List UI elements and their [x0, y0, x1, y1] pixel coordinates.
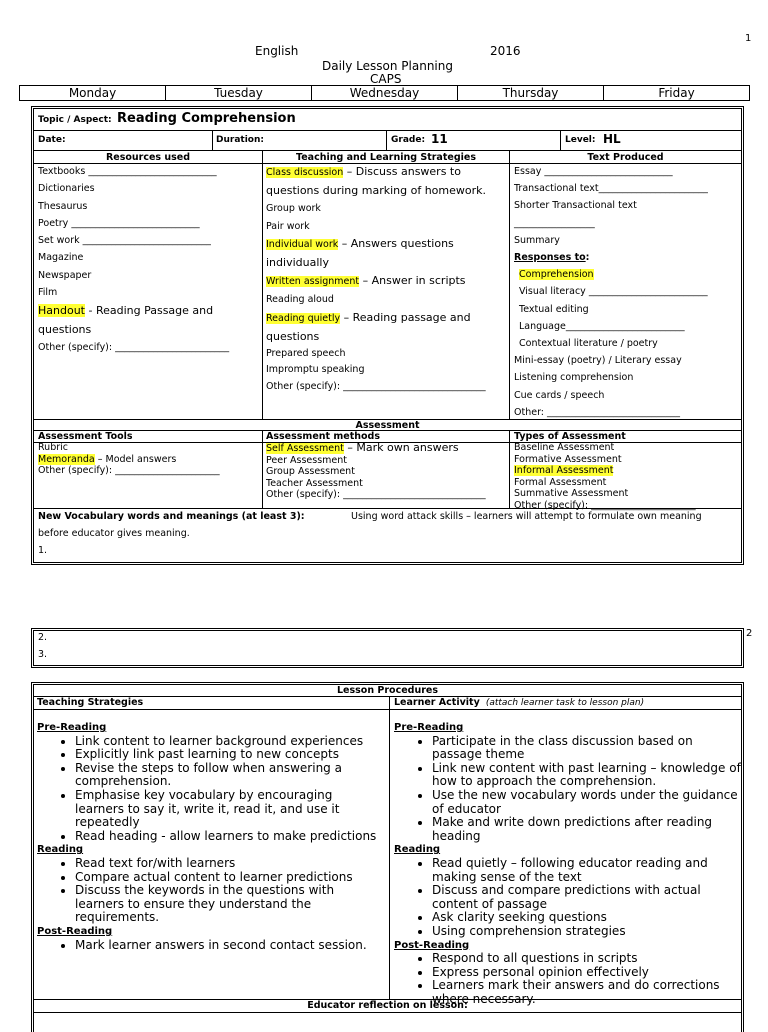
resource-handout: Handout - Reading Passage and [38, 304, 214, 318]
text-textual: Textual editing [519, 303, 589, 315]
teach-item: • Compare actual content to learner predictions [75, 871, 385, 885]
tool-rubric: Rubric [38, 442, 68, 453]
learn-post-reading-heading: Post-Reading [394, 939, 470, 951]
type-formative: Formative Assessment [514, 453, 622, 465]
text-mini-essay: Mini-essay (poetry) / Literary essay [514, 355, 682, 367]
strategy-written-assignment: Written assignment – Answer in scripts [266, 274, 466, 287]
assessment-tools [38, 442, 220, 477]
day-tuesday: Tuesday [166, 86, 312, 100]
year: 2016 [490, 44, 521, 58]
learn-item: • Participate in the class discussion based on passage theme [432, 735, 742, 762]
strategy-reading-aloud: Reading aloud [266, 294, 334, 305]
text-contextual: Contextual literature / poetry [519, 338, 658, 350]
tool-other: Other (specify): ______________________ [38, 465, 220, 476]
strategies-header: Teaching and Learning Strategies [296, 152, 476, 163]
teach-reading-heading: Reading [37, 844, 84, 856]
doc-title: Daily Lesson Planning [322, 59, 453, 73]
text-responses: Responses to: [514, 252, 590, 264]
learn-item: • Read quietly – following educator reading and making sense of the text [432, 857, 742, 884]
teach-pre-reading-heading: Pre-Reading [37, 722, 107, 733]
topic-value: Reading Comprehension [117, 111, 296, 126]
text-language: Language_________________________ [519, 320, 685, 332]
grade-label: Grade: [391, 135, 426, 145]
vocab-number-3: 3. [38, 649, 48, 660]
assessment-types-header: Types of Assessment [514, 431, 626, 442]
strategies-list [266, 163, 506, 395]
strategy-other: Other (specify): ______________________________ [266, 380, 486, 392]
topic-label: Topic / Aspect: [38, 115, 112, 125]
resource-item: Newspaper [38, 269, 92, 281]
teaching-strategies [37, 721, 385, 952]
page-number-2: 2 [746, 628, 753, 639]
text-comprehension: Comprehension [519, 269, 594, 281]
resource-item: Textbooks ___________________________ [38, 166, 217, 177]
learner-activity-header: Learner Activity (attach learner task to lesson plan) [394, 697, 645, 708]
day-thursday: Thursday [458, 86, 604, 100]
learn-reading-heading: Reading [394, 844, 441, 856]
text-produced-list [514, 163, 739, 421]
method-self: Self Assessment – Mark own answers [266, 441, 459, 454]
strategy-reading-quietly: Reading quietly – Reading passage and [266, 310, 471, 324]
resource-item: Set work ___________________________ [38, 235, 211, 247]
teach-item: • Read heading - allow learners to make predictions [75, 830, 385, 844]
resources-list [38, 163, 260, 357]
strategy-reading-quietly-cont: questions [266, 329, 320, 343]
topic-row [34, 109, 741, 131]
learner-activities [394, 721, 742, 1006]
assessment-methods-header: Assessment methods [266, 431, 380, 442]
vocab-note-cont: before educator gives meaning. [38, 528, 190, 539]
resource-item: Magazine [38, 252, 84, 264]
learn-item: • Express personal opinion effectively [432, 966, 742, 980]
teaching-strategies-header: Teaching Strategies [37, 697, 144, 708]
text-produced-header: Text Produced [587, 152, 664, 163]
strategy-group-work: Group work [266, 203, 321, 214]
level-label: Level: [565, 135, 596, 145]
assessment-tools-header: Assessment Tools [38, 431, 133, 442]
assessment-types [514, 442, 696, 511]
learn-item: • Make and write down predictions after reading heading [432, 816, 742, 843]
day-monday: Monday [20, 86, 166, 100]
type-baseline: Baseline Assessment [514, 442, 615, 453]
text-listening: Listening comprehension [514, 372, 634, 384]
learn-item: • Discuss and compare predictions with actual content of passage [432, 884, 742, 911]
doc-subtitle: CAPS [370, 72, 402, 86]
text-visual: Visual literacy _________________________ [519, 286, 708, 298]
teach-post-reading-heading: Post-Reading [37, 925, 113, 937]
type-summative: Summative Assessment [514, 488, 629, 499]
educator-reflection-label: Educator reflection on lesson: [307, 1000, 468, 1011]
learn-item: • Ask clarity seeking questions [432, 911, 742, 925]
grade-value: 11 [431, 132, 448, 146]
teach-item: • Read text for/with learners [75, 857, 385, 871]
weekday-row [19, 85, 750, 101]
strategy-impromptu: Impromptu speaking [266, 364, 365, 375]
assessment-methods [266, 442, 486, 501]
vocab-note: Using word attack skills – learners will attempt to formulate own meaning [351, 511, 702, 522]
method-group: Group Assessment [266, 466, 355, 477]
resource-item: Dictionaries [38, 183, 95, 195]
resource-other: Other (specify): ________________________ [38, 342, 230, 354]
learn-item: • Use the new vocabulary words under the guidance of educator [432, 789, 742, 816]
vocab-continuation-box [31, 628, 744, 668]
resource-item: Film [38, 287, 58, 299]
date-label: Date: [38, 135, 66, 145]
teach-item: • Emphasise key vocabulary by encouraging learners to say it, write it, read it, and use it repeatedly [75, 789, 385, 830]
method-teacher: Teacher Assessment [266, 477, 363, 489]
teach-item: • Mark learner answers in second contact session. [75, 939, 385, 953]
text-other: Other: ____________________________ [514, 406, 681, 418]
duration-label: Duration: [216, 135, 264, 145]
text-shorter-line: _________________ [514, 217, 595, 229]
strategy-class-discussion-cont: questions during marking of homework. [266, 184, 486, 197]
lesson-procedures-box [31, 682, 744, 1032]
type-informal: Informal Assessment [514, 465, 614, 476]
strategy-individual-work-cont: individually [266, 256, 329, 269]
learn-item: • Respond to all questions in scripts [432, 952, 742, 966]
method-peer: Peer Assessment [266, 454, 347, 466]
strategy-prepared-speech: Prepared speech [266, 347, 346, 359]
text-summary: Summary [514, 234, 560, 246]
text-shorter: Shorter Transactional text [514, 200, 637, 212]
resource-item: Poetry ___________________________ [38, 217, 200, 229]
lesson-title: Lesson Procedures [337, 685, 438, 696]
teach-item: • Discuss the keywords in the questions with learners to ensure they understand the requirements. [75, 884, 385, 925]
lesson-plan-box [31, 106, 744, 565]
type-other: Other (specify): ______________________ [514, 499, 696, 511]
tool-memoranda: Memoranda – Model answers [38, 453, 177, 465]
level-value: HL [603, 132, 621, 146]
learn-pre-reading-heading: Pre-Reading [394, 722, 464, 733]
subject: English [255, 44, 299, 58]
assessment-title: Assessment [355, 420, 420, 431]
page-number: 1 [745, 33, 752, 44]
vocab-label: New Vocabulary words and meanings (at least 3): [38, 511, 305, 522]
info-row [34, 131, 741, 151]
vocab-number-1: 1. [38, 545, 48, 556]
day-friday: Friday [658, 86, 695, 100]
type-formal: Formal Assessment [514, 476, 607, 488]
text-essay: Essay ___________________________ [514, 166, 673, 177]
resource-item: Thesaurus [38, 200, 88, 212]
method-other: Other (specify): ______________________________ [266, 489, 486, 500]
strategy-class-discussion: Class discussion – Discuss answers to [266, 165, 461, 178]
assessment-title-row [34, 419, 741, 431]
learn-item: • Link new content with past learning – knowledge of how to approach the comprehension. [432, 762, 742, 789]
strategy-individual-work: Individual work – Answers questions [266, 237, 454, 250]
teach-item: • Link content to learner background experiences [75, 735, 385, 749]
resource-handout-cont: questions [38, 323, 92, 337]
day-wednesday: Wednesday [312, 86, 458, 100]
text-cue-cards: Cue cards / speech [514, 389, 605, 401]
lesson-title-row [34, 685, 741, 697]
resources-header: Resources used [105, 152, 191, 163]
teach-item: • Revise the steps to follow when answering a comprehension. [75, 762, 385, 789]
teach-item: • Explicitly link past learning to new concepts [75, 748, 385, 762]
strategy-pair-work: Pair work [266, 220, 310, 232]
text-transactional: Transactional text_______________________ [514, 183, 708, 195]
learn-item: • Learners mark their answers and do corrections where necessary. [432, 979, 742, 1006]
learn-item: • Using comprehension strategies [432, 925, 742, 939]
vocab-number-2: 2. [38, 632, 48, 643]
